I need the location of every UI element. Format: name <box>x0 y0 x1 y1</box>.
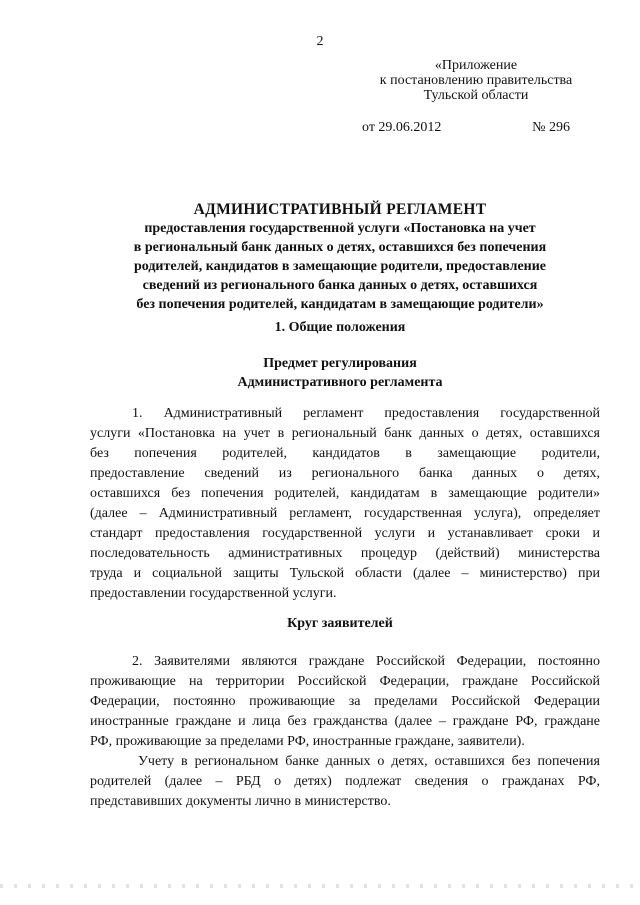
heading-line: Предмет регулирования <box>263 356 417 371</box>
paragraph-2 <box>90 652 600 752</box>
page-number: 2 <box>316 34 324 49</box>
decree-number: № 296 <box>532 120 570 135</box>
subtitle-line: сведений из регионального банка данных о детях, оставшихся <box>142 278 538 293</box>
document-subtitle <box>90 219 590 314</box>
document-title: АДМИНИСТРАТИВНЫЙ РЕГЛАМЕНТ <box>193 201 487 218</box>
decree-date: от 29.06.2012 <box>362 120 442 135</box>
paragraph-line: РФ, проживающие за пределами РФ, иностранные граждане, заявители). <box>90 734 525 749</box>
paragraph-line: предоставление сведений из регионального банка данных о детях, <box>90 466 600 481</box>
decree-date-line <box>362 120 592 136</box>
annex-line: к постановлению правительства <box>379 73 573 88</box>
paragraph-1 <box>90 404 600 604</box>
document-title-block <box>90 200 590 314</box>
paragraph-line: услуги «Постановка на учет в региональный банк данных о детях, оставшихся <box>90 426 600 441</box>
paragraph-line: без попечения родителей, кандидатов в замещающие родители, <box>90 446 600 461</box>
paragraph-line: труда и социальной защиты Тульской области (далее – министерство) при <box>90 566 600 581</box>
annex-line: Тульской области <box>423 88 529 103</box>
paragraph-line: иностранные граждане и лица без гражданства (далее – граждане РФ, граждане <box>90 714 600 729</box>
paragraph-line: Федерации, постоянно проживающие за пределами Российской Федерации <box>90 694 600 709</box>
subtitle-line: предоставления государственной услуги «Постановка на учет <box>144 221 536 236</box>
paragraph-line: (далее – Административный регламент, государственная услуга), определяет <box>90 506 600 521</box>
paragraph-line: Учету в региональном банке данных о детях, оставшихся без попечения <box>138 754 600 769</box>
annex-block <box>360 58 592 103</box>
heading-line: Административного регламента <box>237 375 443 390</box>
paragraph-line: представивших документы лично в министерство. <box>90 794 391 809</box>
paragraph-line: 1. Административный регламент предоставления государственной <box>132 406 600 421</box>
paragraph-line: последовательность административных процедур (действий) министерства <box>90 546 600 561</box>
paragraph-line: стандарт предоставления государственной услуги и устанавливает сроки и <box>90 526 600 541</box>
annex-line: «Приложение <box>434 58 518 73</box>
scan-artifact-line <box>0 884 640 888</box>
section-heading: 1. Общие положения <box>274 320 406 335</box>
paragraph-line: проживающие на территории Российской Федерации, граждане Российской <box>90 674 600 689</box>
paragraph-line: 2. Заявителями являются граждане Российской Федерации, постоянно <box>132 654 600 669</box>
paragraph-line: оставшихся без попечения родителей, кандидатам в замещающие родители» <box>90 486 600 501</box>
subtitle-line: родителей, кандидатов в замещающие родители, предоставление <box>133 259 547 274</box>
subtitle-line: в региональный банк данных о детях, оставшихся без попечения <box>133 240 547 255</box>
subsection-heading-applicants: Круг заявителей <box>287 616 393 631</box>
paragraph-line: родителей (далее – РБД о детях) подлежат сведения о гражданах РФ, <box>90 774 600 789</box>
subtitle-line: без попечения родителей, кандидатам в замещающие родители» <box>136 297 544 312</box>
paragraph-3 <box>90 752 600 812</box>
paragraph-line: предоставлении государственной услуги. <box>90 586 337 601</box>
subsection-heading <box>90 354 590 392</box>
